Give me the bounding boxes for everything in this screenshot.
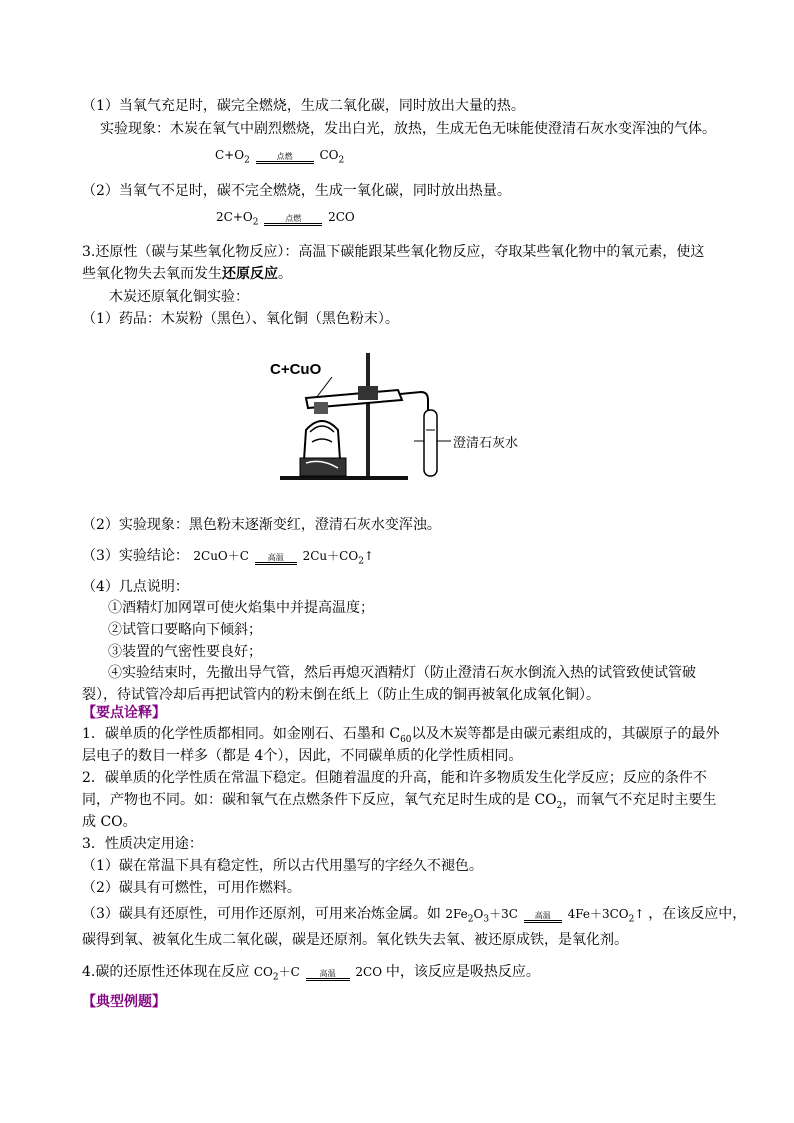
text-line: 3．性质决定用途： (82, 836, 203, 852)
equation-2c-o2: $2C+O_2$ 点燃 2CO (216, 210, 355, 228)
figure-label-reactants: C+CuO (270, 361, 322, 378)
figure-label-limewater: 澄清石灰水 (453, 435, 519, 450)
wire-gauze-mesh (314, 402, 328, 414)
alcohol-lamp (304, 421, 340, 460)
equation-cuo-c: 2CuO＋C 高温 $2Cu+CO_2↑$ (193, 549, 374, 567)
apparatus-figure (266, 350, 526, 490)
equation-fe2o3-c: $2Fe_2O_3+3C$ 高温 $4Fe+3CO_2↑$ (445, 907, 645, 925)
note-item: ②试管口要略向下倾斜； (108, 622, 262, 638)
lamp-base-block (300, 458, 346, 476)
text-line: 2．碳单质的化学性质在常温下稳定。但随着温度的升高，能和许多物质发生化学反应；反应的条件不 (82, 770, 707, 786)
text-line: 1．碳单质的化学性质都相同。如金刚石、石墨和 $C_{60}$以及木炭等都是由碳元素组成的，其碳原子的最外 (82, 726, 720, 745)
text-line: 些氧化物失去氧而发生还原反应。 (82, 266, 292, 282)
text-line: （2）当氧气不足时，碳不完全燃烧，生成一氧化碳，同时放出热量。 (82, 183, 511, 199)
section-heading-examples: 【典型例题】 (82, 994, 166, 1010)
text-line: 碳得到氧、被氧化生成二氧化碳，碳是还原剂。氧化铁失去氧、被还原成铁，是氧化剂。 (82, 932, 628, 948)
iron-stand-rod (366, 353, 370, 478)
text-line: （4）几点说明： (82, 579, 189, 595)
text-line: （1）碳在常温下具有稳定性，所以古代用墨写的字经久不褪色。 (82, 858, 483, 874)
key-term: 还原反应 (222, 266, 278, 282)
text-line: （2）碳具有可燃性，可用作燃料。 (82, 880, 301, 896)
text-line: （1）当氧气充足时，碳完全燃烧，生成二氧化碳，同时放出大量的热。 (82, 98, 525, 114)
text-line: 3.还原性（碳与某些氧化物反应）：高温下碳能跟某些氧化物反应，夺取某些氧化物中的氧元素，使这 (82, 244, 705, 260)
text-line: 4.碳的还原性还体现在反应 $CO_2+C$ 高温 2CO 中，该反应是吸热反应。 (82, 964, 540, 983)
equation-c-o2: $C+O_2$ 点燃 $CO_2$ (215, 148, 345, 166)
note-item: ③装置的气密性要良好； (108, 644, 262, 660)
text-line: （1）药品：木炭粉（黑色）、氧化铜（黑色粉末）。 (82, 311, 399, 327)
limewater-tube (424, 410, 437, 476)
equation-co2-c: $CO_2+C$ 高温 2CO (253, 965, 383, 983)
stand-base (280, 476, 408, 480)
text-line: 同，产物也不同。如：碳和氧气在点燃条件下反应，氧气充足时生成的是 $CO_2$，而氧气不充足时主要生 (82, 792, 717, 811)
text-line: （3）碳具有还原性，可用作还原剂，可用来冶炼金属。如 $2Fe_2O_3+3C$ 高温 $4Fe+3CO_2↑$ ，在该反应中， (82, 906, 747, 925)
text-line: 成 CO。 (82, 814, 137, 830)
text-line: （3）实验结论： 2CuO＋C 高温 $2Cu+CO_2↑$ (82, 548, 374, 567)
text-line: 实验现象：木炭在氧气中剧烈燃烧，发出白光，放热，生成无色无味能使澄清石灰水变浑浊的气体。 (100, 121, 716, 137)
note-item: ④实验结束时，先撤出导气管，然后再熄灭酒精灯（防止澄清石灰水倒流入热的试管致使试管破 (108, 665, 696, 681)
section-heading-key-points: 【要点诠释】 (82, 705, 166, 721)
note-item: 裂），待试管冷却后再把试管内的粉末倒在纸上（防止生成的铜再被氧化成氧化铜）。 (82, 687, 600, 703)
text-line: 层电子的数目一样多（都是 4个），因此，不同碳单质的化学性质相同。 (82, 748, 523, 764)
text-line: （2）实验现象：黑色粉末逐渐变红，澄清石灰水变浑浊。 (82, 517, 441, 533)
note-item: ①酒精灯加网罩可使火焰集中并提高温度； (108, 600, 374, 616)
text-line: 木炭还原氧化铜实验： (109, 289, 249, 305)
clamp (358, 386, 378, 400)
